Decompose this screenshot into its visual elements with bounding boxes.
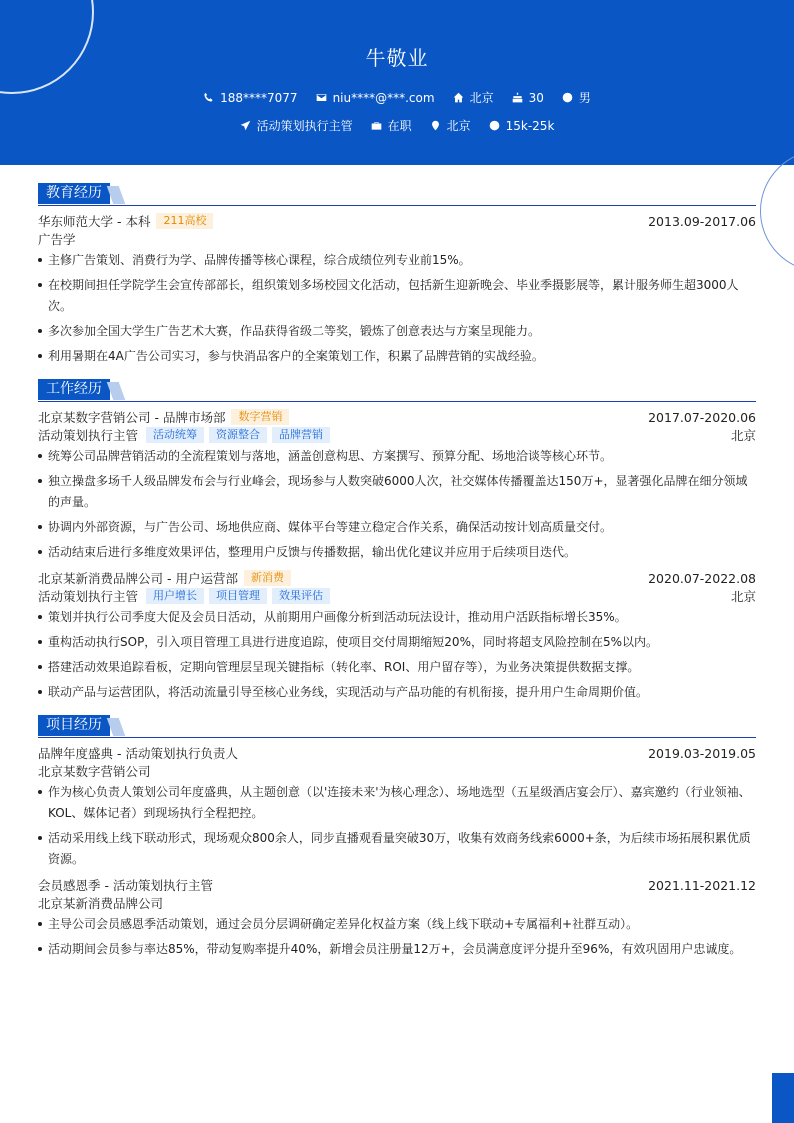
- list-item: 活动结束后进行多维度效果评估，整理用户反馈与传播数据，输出优化建议并应用于后续项目迭代。: [38, 542, 756, 563]
- job-period: 2020.07-2022.08: [648, 570, 756, 586]
- cake-icon: [512, 92, 523, 103]
- list-item: 主导公司会员感恩季活动策划，通过会员分层调研确定差异化权益方案（线上线下联动+专属福利+社群互动）。: [38, 914, 756, 935]
- list-item: 联动产品与运营团队，将活动流量引导至核心业务线，实现活动与产品功能的有机衔接，提升用户生命周期价值。: [38, 682, 756, 703]
- section-title: 教育经历: [38, 183, 110, 204]
- salary-text: 15k-25k: [505, 118, 555, 133]
- job-period: 2017.07-2020.06: [648, 409, 756, 425]
- skill-tag: 资源整合: [209, 427, 267, 443]
- age-text: 30: [528, 90, 544, 105]
- job-role: 活动策划执行主管: [38, 428, 139, 443]
- list-item: 多次参加全国大学生广告艺术大赛，作品获得省级二等奖，锻炼了创意表达与方案呈现能力。: [38, 321, 756, 342]
- project-name: 会员感恩季 - 活动策划执行主管: [38, 878, 213, 893]
- home-city-text: 北京: [469, 91, 494, 105]
- project-bullets: [38, 782, 756, 870]
- skill-tag: 品牌营销: [272, 427, 330, 443]
- decorative-corner-block: [772, 1073, 794, 1123]
- email-info: [316, 89, 435, 106]
- section-title: 工作经历: [38, 379, 110, 400]
- skill-tag: 效果评估: [272, 588, 330, 604]
- list-item: 作为核心负责人策划公司年度盛典，从主题创意（以'连接未来'为核心理念）、场地选型（五星级酒店宴会厅）、嘉宾邀约（行业领袖、KOL、媒体记者）到现场执行全程把控。: [38, 782, 756, 824]
- project-period: 2021.11-2021.12: [648, 877, 756, 893]
- list-item: 活动期间会员参与率达85%，带动复购率提升40%，新增会员注册量12万+，会员满意度评分提升至96%，有效巩固用户忠诚度。: [38, 939, 756, 960]
- job-tag: 新消费: [244, 570, 291, 586]
- phone-icon: [203, 92, 214, 103]
- home-icon: [453, 92, 464, 103]
- job-city: 北京: [730, 589, 756, 604]
- target-position-info: [240, 117, 353, 134]
- education-bullets: [38, 250, 756, 367]
- send-icon: [240, 120, 251, 131]
- gender-info: [562, 89, 591, 106]
- job-role-line: [38, 587, 756, 605]
- home-city-info: [453, 89, 494, 106]
- school-name: 华东师范大学 - 本科: [38, 214, 151, 229]
- project-period: 2019.03-2019.05: [648, 745, 756, 761]
- job-city: 北京: [730, 428, 756, 443]
- education-period: 2013.09-2017.06: [648, 213, 756, 229]
- project-org-line: [38, 894, 756, 912]
- target-city-text: 北京: [446, 119, 471, 133]
- education-major-line: [38, 230, 756, 248]
- candidate-name: 牛敬业: [365, 46, 429, 70]
- resume-body: [38, 183, 756, 972]
- mail-icon: [316, 92, 327, 103]
- target-city-info: [430, 117, 471, 134]
- contact-row: [0, 89, 794, 106]
- school-tag: 211高校: [156, 213, 213, 229]
- education-school-line: [38, 212, 756, 230]
- project-org: 北京某新消费品牌公司: [38, 896, 164, 911]
- job-bullets: [38, 446, 756, 563]
- target-position-text: 活动策划执行主管: [256, 119, 353, 133]
- job-role: 活动策划执行主管: [38, 589, 139, 604]
- status-text: 在职: [387, 119, 412, 133]
- project-org: 北京某数字营销公司: [38, 764, 151, 779]
- list-item: 主修广告策划、消费行为学、品牌传播等核心课程，综合成绩位列专业前15%。: [38, 250, 756, 271]
- email-text: niu****@***.com: [332, 90, 435, 105]
- briefcase-icon: [371, 120, 382, 131]
- list-item: 独立操盘多场千人级品牌发布会与行业峰会，现场参与人数突破6000人次，社交媒体传播覆盖达150万+，显著强化品牌在细分领域的声量。: [38, 471, 756, 513]
- job-intent-row: [0, 117, 794, 134]
- project-name-line: [38, 876, 756, 894]
- age-info: [512, 89, 544, 106]
- list-item: 利用暑期在4A广告公司实习，参与快消品客户的全案策划工作，积累了品牌营销的实战经验。: [38, 346, 756, 367]
- status-info: [371, 117, 412, 134]
- section-header: [38, 715, 756, 738]
- skill-tag: 活动统筹: [146, 427, 204, 443]
- section-header: [38, 379, 756, 402]
- project-bullets: [38, 914, 756, 960]
- list-item: 协调内外部资源，与广告公司、场地供应商、媒体平台等建立稳定合作关系，确保活动按计划高质量交付。: [38, 517, 756, 538]
- section-title: 项目经历: [38, 715, 110, 736]
- job-tag: 数字营销: [231, 409, 289, 425]
- education-section: [38, 183, 756, 367]
- resume-header: [0, 0, 794, 165]
- list-item: 重构活动执行SOP，引入项目管理工具进行进度追踪，使项目交付周期缩短20%，同时将超支风险控制在5%以内。: [38, 632, 756, 653]
- section-header: [38, 183, 756, 206]
- project-name-line: [38, 744, 756, 762]
- project-name: 品牌年度盛典 - 活动策划执行负责人: [38, 746, 238, 761]
- job-role-line: [38, 426, 756, 444]
- list-item: 统筹公司品牌营销活动的全流程策划与落地，涵盖创意构思、方案撰写、预算分配、场地洽谈等核心环节。: [38, 446, 756, 467]
- major: 广告学: [38, 232, 76, 247]
- skill-tag: 项目管理: [209, 588, 267, 604]
- job-company: 北京某新消费品牌公司 - 用户运营部: [38, 571, 238, 586]
- list-item: 搭建活动效果追踪看板，定期向管理层呈现关键指标（转化率、ROI、用户留存等），为业务决策提供数据支撑。: [38, 657, 756, 678]
- skill-tag: 用户增长: [146, 588, 204, 604]
- phone-info: [203, 89, 297, 106]
- decorative-arc: [760, 150, 794, 272]
- job-company: 北京某数字营销公司 - 品牌市场部: [38, 410, 226, 425]
- project-org-line: [38, 762, 756, 780]
- list-item: 策划并执行公司季度大促及会员日活动，从前期用户画像分析到活动玩法设计，推动用户活跃指标增长35%。: [38, 607, 756, 628]
- salary-icon: [489, 120, 500, 131]
- job-bullets: [38, 607, 756, 703]
- job-company-line: [38, 569, 756, 587]
- location-pin-icon: [430, 120, 441, 131]
- phone-text: 188****7077: [220, 90, 298, 105]
- gender-icon: [562, 92, 573, 103]
- projects-section: [38, 715, 756, 960]
- work-section: [38, 379, 756, 703]
- gender-text: 男: [578, 91, 591, 105]
- list-item: 活动采用线上线下联动形式，现场观众800余人，同步直播观看量突破30万，收集有效商务线索6000+条，为后续市场拓展积累优质资源。: [38, 828, 756, 870]
- list-item: 在校期间担任学院学生会宣传部部长，组织策划多场校园文化活动，包括新生迎新晚会、毕业季摄影展等，累计服务师生超3000人次。: [38, 275, 756, 317]
- job-company-line: [38, 408, 756, 426]
- salary-info: [489, 117, 555, 134]
